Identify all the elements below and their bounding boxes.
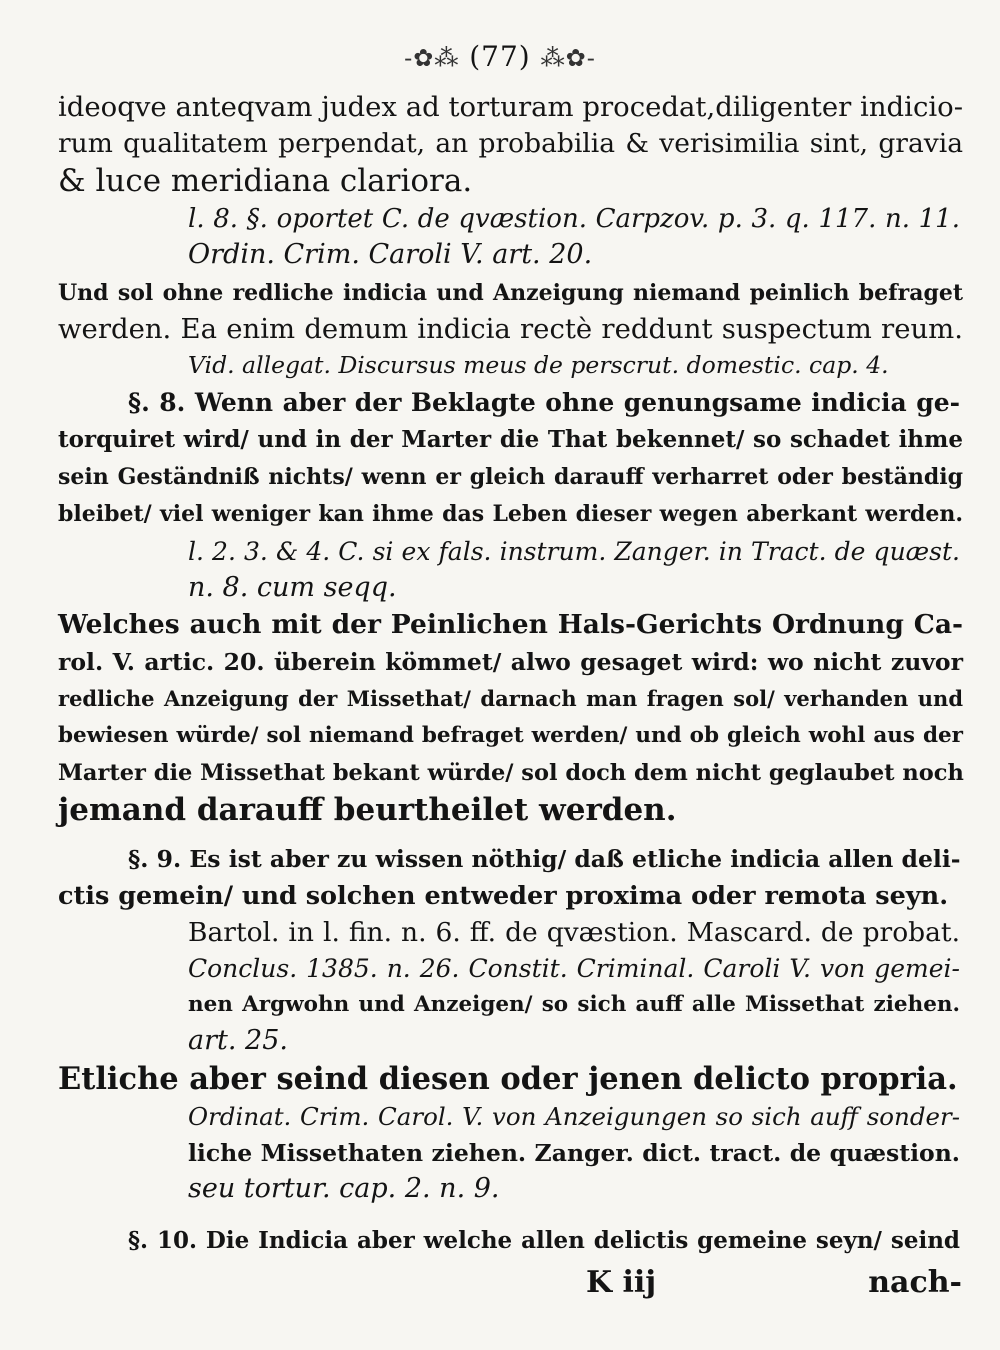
- citation-line: n. 8. cum seqq.: [188, 572, 397, 603]
- citation-line: seu tortur. cap. 2. n. 9.: [188, 1173, 500, 1204]
- citation-line: Conclus. 1385. n. 26. Constit. Criminal. Caroli V. von gemei-: [188, 954, 960, 983]
- text-line: & luce meridiana clariora.: [58, 163, 473, 199]
- text-line: jemand darauff beurtheilet werden.: [58, 792, 677, 828]
- ornament-left-icon: -✿⁂: [404, 44, 460, 72]
- text-line: sein Geständniß nichts/ wenn er gleich darauff verharret oder beständig: [58, 464, 963, 490]
- text-line: Etliche aber seind diesen oder jenen delicto propria.: [58, 1061, 958, 1097]
- text-line: Marter die Missethat bekant würde/ sol doch dem nicht geglaubet noch: [58, 760, 964, 786]
- text-line: bleibet/ viel weniger kan ihme das Leben dieser wegen aberkant werden.: [58, 501, 963, 527]
- section-heading: §. 8. Wenn aber der Beklagte ohne genungsame indicia ge-: [128, 388, 960, 417]
- text-line: rum qualitatem perpendat, an probabilia & verisimilia sint, gravia: [58, 128, 963, 159]
- citation-line: Ordinat. Crim. Carol. V. von Anzeigungen so sich auff sonder-: [188, 1102, 960, 1131]
- citation-line: liche Missethaten ziehen. Zanger. dict. tract. de quæstion.: [188, 1139, 960, 1167]
- ornament-right-icon: ⁂✿-: [540, 44, 596, 72]
- text-line: Welches auch mit der Peinlichen Hals-Gerichts Ordnung Ca-: [58, 609, 963, 640]
- text-line: ctis gemein/ und solchen entweder proxima oder remota seyn.: [58, 881, 949, 911]
- text-line: werden. Ea enim demum indicia rectè reddunt suspectum reum.: [58, 313, 963, 345]
- page-header: [0, 40, 1000, 73]
- citation-line: Vid. allegat. Discursus meus de perscrut. domestic. cap. 4.: [188, 351, 889, 379]
- text-line: torquiret wird/ und in der Marter die That bekennet/ so schadet ihme: [58, 426, 963, 453]
- catchword: nach-: [868, 1265, 962, 1300]
- page-number: (77): [469, 40, 531, 73]
- text-line: Und sol ohne redliche indicia und Anzeigung niemand peinlich befraget: [58, 280, 963, 306]
- text-line: ideoqve anteqvam judex ad torturam procedat,diligenter indicio-: [58, 91, 963, 123]
- citation-line: Bartol. in l. fin. n. 6. ff. de qvæstion. Mascard. de probat.: [188, 917, 960, 948]
- citation-line: Ordin. Crim. Caroli V. art. 20.: [188, 239, 593, 270]
- section-heading: §. 9. Es ist aber zu wissen nöthig/ daß etliche indicia allen deli-: [128, 845, 961, 873]
- text-line: bewiesen würde/ sol niemand befraget werden/ und ob gleich wohl aus der: [58, 723, 963, 748]
- signature-mark: K iij: [586, 1265, 657, 1300]
- text-line: rol. V. artic. 20. überein kömmet/ alwo gesaget wird: wo nicht zuvor: [58, 648, 963, 676]
- citation-line: l. 8. §. oportet C. de qvæstion. Carpzov. p. 3. q. 117. n. 11.: [188, 204, 960, 234]
- section-heading: §. 10. Die Indicia aber welche allen delictis gemeine seyn/ seind: [128, 1227, 960, 1254]
- citation-line: nen Argwohn und Anzeigen/ so sich auff alle Missethat ziehen.: [188, 992, 960, 1017]
- text-line: redliche Anzeigung der Missethat/ darnach man fragen sol/ verhanden und: [58, 686, 963, 711]
- citation-line: l. 2. 3. & 4. C. si ex fals. instrum. Zanger. in Tract. de quæst.: [188, 537, 960, 566]
- citation-line: art. 25.: [188, 1025, 288, 1056]
